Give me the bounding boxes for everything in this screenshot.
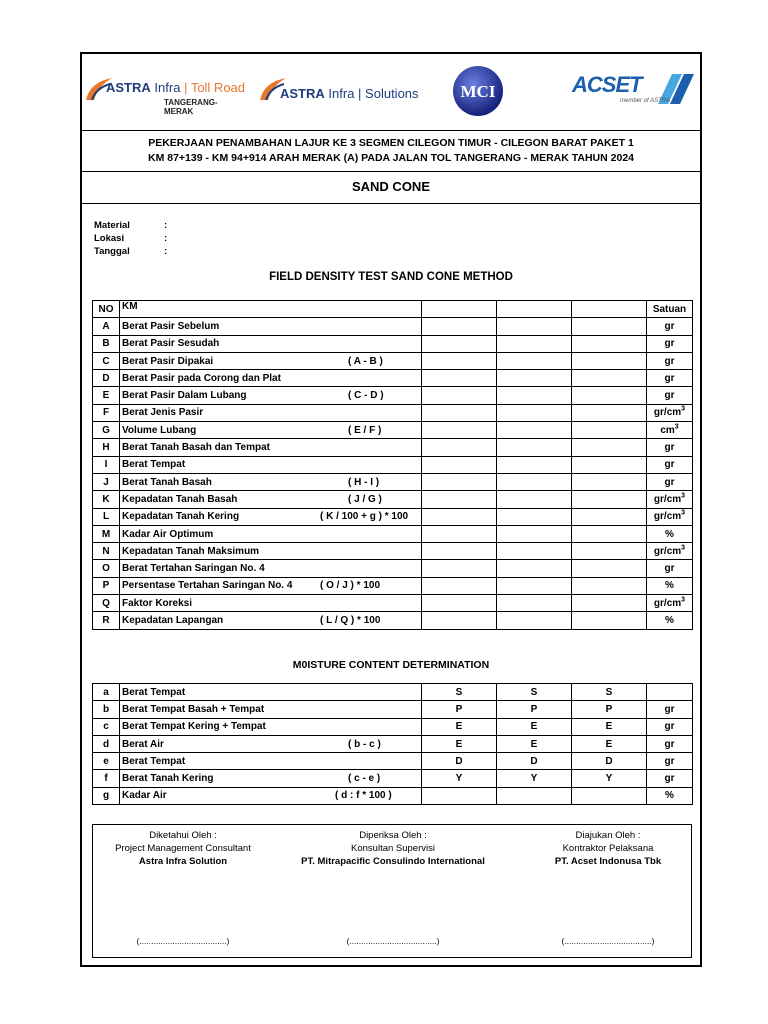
row-label: Berat Air	[122, 738, 164, 750]
signature-role: Diperiksa Oleh :	[359, 830, 427, 841]
divider	[82, 130, 700, 131]
value-input-cell[interactable]	[422, 525, 497, 542]
value-input-cell[interactable]	[572, 473, 647, 490]
row-unit	[647, 543, 693, 560]
row-code: D	[93, 370, 120, 387]
row-code: M	[93, 525, 120, 542]
row-description	[120, 456, 422, 473]
row-unit	[647, 422, 693, 439]
row-label: Berat Jenis Pasir	[122, 407, 204, 419]
value-input-cell[interactable]	[572, 456, 647, 473]
value-input-cell[interactable]	[497, 439, 572, 456]
unit-text: gr	[664, 355, 675, 367]
row-description	[120, 318, 422, 335]
row-label: Kepadatan Tanah Basah	[122, 493, 238, 505]
row-code: B	[93, 335, 120, 352]
moisture-section-title: M0ISTURE CONTENT DETERMINATION	[292, 659, 490, 671]
astra-infra-text: Infra	[328, 86, 355, 101]
unit-superscript: 3	[681, 509, 686, 517]
row-unit	[647, 612, 693, 629]
signature-title: Konsultan Supervisi	[351, 843, 435, 854]
value-input-cell[interactable]	[422, 387, 497, 404]
signature-role: Diketahui Oleh :	[149, 830, 217, 841]
project-header	[82, 136, 700, 166]
table-row	[93, 473, 693, 490]
value-input-cell[interactable]	[497, 404, 572, 421]
table-row	[93, 753, 693, 770]
row-label: Berat Pasir pada Corong dan Plat	[122, 372, 281, 384]
row-code: O	[93, 560, 120, 577]
row-unit	[647, 439, 693, 456]
row-code: I	[93, 456, 120, 473]
table-row	[93, 318, 693, 335]
row-description	[120, 473, 422, 490]
value-input-cell[interactable]	[422, 439, 497, 456]
row-unit	[647, 491, 693, 508]
value-input-cell[interactable]	[497, 508, 572, 525]
row-unit	[647, 335, 693, 352]
table-row	[93, 735, 693, 752]
unit-text: gr/cm	[653, 511, 682, 523]
value-input-cell[interactable]	[572, 595, 647, 612]
value-input-cell[interactable]	[422, 370, 497, 387]
value-input-cell[interactable]: S	[422, 684, 497, 701]
row-description	[120, 422, 422, 439]
unit-text: gr	[664, 338, 675, 350]
signature-org: Astra Infra Solution	[138, 856, 228, 867]
row-label: Berat Pasir Sebelum	[122, 320, 220, 332]
row-formula: ( b - c )	[348, 738, 381, 750]
table-row	[93, 404, 693, 421]
astra-brand-text: ASTRA	[280, 86, 325, 101]
row-code: e	[93, 753, 120, 770]
form-sheet	[80, 52, 702, 967]
table-row	[93, 595, 693, 612]
value-input-cell[interactable]	[422, 404, 497, 421]
row-label: Berat Tanah Kering	[122, 773, 214, 785]
value-input-cell[interactable]: D	[422, 753, 497, 770]
meta-sep: :	[164, 220, 168, 231]
meta-label: Material	[94, 220, 130, 231]
row-unit	[647, 387, 693, 404]
signature-title: Project Management Consultant	[115, 843, 251, 854]
value-input-cell[interactable]	[497, 612, 572, 629]
value-input-cell[interactable]	[572, 387, 647, 404]
row-code: C	[93, 352, 120, 369]
table-row	[93, 543, 693, 560]
signature-line[interactable]: (.....................................)	[136, 936, 230, 946]
project-line-1: PEKERJAAN PENAMBAHAN LAJUR KE 3 SEGMEN CILEGON TIMUR - CILEGON BARAT PAKET 1	[148, 137, 634, 149]
astra-toll-road-logo: ASTRA Infra | Toll Road TANGERANG-MERAK	[84, 72, 244, 116]
row-description	[120, 770, 422, 787]
value-input-cell[interactable]	[422, 335, 497, 352]
svg-text:MCI: MCI	[460, 82, 496, 101]
table-row	[93, 456, 693, 473]
table-row	[93, 787, 693, 804]
value-input-cell[interactable]	[572, 370, 647, 387]
solutions-text: Solutions	[365, 86, 419, 101]
row-description	[120, 352, 422, 369]
unit-text: gr/cm	[653, 407, 682, 419]
row-formula: ( c - e )	[348, 773, 381, 785]
meta-tanggal	[94, 245, 167, 258]
value-input-cell[interactable]: Y	[422, 770, 497, 787]
unit-superscript: 3	[681, 596, 686, 604]
row-description	[120, 508, 422, 525]
table-row	[93, 439, 693, 456]
row-unit: gr	[647, 735, 693, 752]
row-formula: ( E / F )	[348, 424, 382, 436]
value-input-cell[interactable]	[572, 422, 647, 439]
row-code: P	[93, 577, 120, 594]
row-code: H	[93, 439, 120, 456]
value-input-cell[interactable]	[497, 595, 572, 612]
table-row	[93, 422, 693, 439]
value-input-cell[interactable]: Y	[497, 770, 572, 787]
row-description	[120, 684, 422, 701]
value-input-cell[interactable]	[497, 577, 572, 594]
value-input-cell[interactable]: E	[422, 718, 497, 735]
meta-sep: :	[164, 233, 168, 244]
row-code: c	[93, 718, 120, 735]
row-unit	[647, 684, 693, 701]
mci-globe-icon	[450, 64, 506, 118]
row-description	[120, 439, 422, 456]
header-no: NO	[93, 301, 120, 318]
row-label: Berat Tanah Basah	[122, 476, 212, 488]
unit-text: gr	[664, 563, 675, 575]
value-input-cell[interactable]	[497, 525, 572, 542]
acset-text: ACSET	[572, 72, 642, 97]
value-input-cell[interactable]	[422, 595, 497, 612]
table-row	[93, 508, 693, 525]
row-label: Faktor Koreksi	[122, 597, 193, 609]
value-input-cell[interactable]	[497, 560, 572, 577]
meta-label: Lokasi	[94, 233, 125, 244]
value-input-cell[interactable]	[422, 456, 497, 473]
unit-text: gr/cm	[653, 545, 682, 557]
value-input-cell[interactable]: E	[497, 735, 572, 752]
row-label: Berat Tanah Basah dan Tempat	[122, 442, 270, 454]
row-description	[120, 560, 422, 577]
document-title: SAND CONE	[351, 179, 430, 194]
row-formula: ( C - D )	[348, 390, 384, 402]
row-label: Berat Pasir Dipakai	[122, 355, 214, 367]
value-input-cell[interactable]	[572, 787, 647, 804]
value-input-cell[interactable]	[497, 787, 572, 804]
meta-sep: :	[164, 246, 168, 257]
row-label: Persentase Tertahan Saringan No. 4	[122, 580, 293, 592]
row-code: Q	[93, 595, 120, 612]
unit-superscript: 3	[674, 423, 679, 431]
row-code: b	[93, 701, 120, 718]
row-code: G	[93, 422, 120, 439]
row-unit	[647, 577, 693, 594]
row-label: Berat Tempat Basah + Tempat	[122, 703, 265, 715]
value-input-cell[interactable]	[572, 612, 647, 629]
row-label: Kadar Air	[122, 790, 167, 802]
row-description	[120, 735, 422, 752]
test-column-3-header[interactable]	[572, 301, 647, 318]
unit-superscript: 3	[681, 492, 686, 500]
value-input-cell[interactable]	[497, 387, 572, 404]
value-input-cell[interactable]	[422, 318, 497, 335]
value-input-cell[interactable]	[497, 318, 572, 335]
table-row	[93, 335, 693, 352]
value-input-cell[interactable]: P	[422, 701, 497, 718]
row-unit	[647, 473, 693, 490]
row-description	[120, 387, 422, 404]
test-column-2-header[interactable]	[497, 301, 572, 318]
value-input-cell[interactable]: E	[497, 718, 572, 735]
row-unit: gr	[647, 753, 693, 770]
divider	[82, 203, 700, 204]
row-unit	[647, 370, 693, 387]
unit-text: gr	[664, 459, 675, 471]
value-input-cell[interactable]	[572, 508, 647, 525]
row-description	[120, 595, 422, 612]
value-input-cell[interactable]	[422, 508, 497, 525]
value-input-cell[interactable]: D	[497, 753, 572, 770]
row-label: Berat Pasir Sesudah	[122, 338, 220, 350]
row-unit	[647, 318, 693, 335]
row-code: R	[93, 612, 120, 629]
row-label: Kepadatan Lapangan	[122, 614, 224, 626]
signature-org: PT. Mitrapacific Consulindo International	[301, 856, 485, 867]
row-unit	[647, 352, 693, 369]
table-row	[93, 684, 693, 701]
acset-logo	[572, 72, 697, 116]
table-row	[93, 770, 693, 787]
table-row	[93, 370, 693, 387]
row-label: Berat Tempat	[122, 686, 186, 698]
signature-box	[92, 824, 692, 958]
row-code: g	[93, 787, 120, 804]
value-input-cell[interactable]	[572, 352, 647, 369]
row-label: Kepadatan Tanah Maksimum	[122, 545, 260, 557]
value-input-cell[interactable]	[497, 352, 572, 369]
unit-text: gr	[664, 442, 675, 454]
row-description	[120, 525, 422, 542]
value-input-cell[interactable]: Y	[572, 770, 647, 787]
value-input-cell[interactable]	[422, 422, 497, 439]
value-input-cell[interactable]: E	[572, 735, 647, 752]
value-input-cell[interactable]	[572, 404, 647, 421]
row-code: A	[93, 318, 120, 335]
signature-contractor	[523, 829, 693, 946]
value-input-cell[interactable]: S	[497, 684, 572, 701]
value-input-cell[interactable]: D	[572, 753, 647, 770]
signature-title: Kontraktor Pelaksana	[562, 843, 654, 854]
row-label: Berat Tempat	[122, 459, 186, 471]
row-unit: %	[647, 787, 693, 804]
value-input-cell[interactable]	[572, 335, 647, 352]
unit-text: gr	[664, 372, 675, 384]
unit-text: gr/cm	[653, 493, 682, 505]
row-code: d	[93, 735, 120, 752]
value-input-cell[interactable]	[572, 491, 647, 508]
row-code: a	[93, 684, 120, 701]
row-label: Kadar Air Optimum	[122, 528, 214, 540]
signature-role: Diajukan Oleh :	[575, 830, 641, 841]
value-input-cell[interactable]	[572, 577, 647, 594]
value-input-cell[interactable]	[422, 787, 497, 804]
unit-superscript: 3	[681, 406, 686, 414]
table-row	[93, 560, 693, 577]
row-description	[120, 753, 422, 770]
table-row	[93, 387, 693, 404]
row-description	[120, 335, 422, 352]
meta-lokasi	[94, 232, 167, 245]
astra-infra-text: Infra	[154, 80, 181, 95]
astra-brand-text: ASTRA	[106, 80, 151, 95]
value-input-cell[interactable]	[497, 491, 572, 508]
row-description	[120, 718, 422, 735]
value-input-cell[interactable]	[422, 560, 497, 577]
value-input-cell[interactable]: S	[572, 684, 647, 701]
header-unit: Satuan	[647, 301, 693, 318]
value-input-cell[interactable]: E	[572, 718, 647, 735]
table-row	[93, 577, 693, 594]
value-input-cell[interactable]	[497, 473, 572, 490]
signature-org: PT. Acset Indonusa Tbk	[554, 856, 662, 867]
row-code: L	[93, 508, 120, 525]
unit-superscript: 3	[681, 544, 686, 552]
toll-road-text: Toll Road	[190, 80, 246, 95]
row-code: E	[93, 387, 120, 404]
row-description	[120, 577, 422, 594]
acset-sub-text: member of ASTRA	[620, 98, 671, 104]
unit-text: gr	[664, 476, 675, 488]
meta-label: Tanggal	[94, 246, 130, 257]
row-unit	[647, 508, 693, 525]
row-formula: ( d : f * 100 )	[335, 790, 392, 802]
value-input-cell[interactable]	[497, 335, 572, 352]
value-input-cell[interactable]	[422, 612, 497, 629]
value-input-cell[interactable]: P	[572, 701, 647, 718]
meta-block	[94, 219, 167, 258]
signature-line[interactable]: (.....................................)	[346, 936, 440, 946]
table-row	[93, 525, 693, 542]
logo-bar	[82, 54, 700, 132]
row-label: Kepadatan Tanah Kering	[122, 511, 240, 523]
mci-logo	[450, 64, 506, 118]
divider	[82, 171, 700, 172]
table-row	[93, 612, 693, 629]
value-input-cell[interactable]	[422, 473, 497, 490]
value-input-cell[interactable]	[572, 560, 647, 577]
row-description	[120, 612, 422, 629]
table-row	[93, 718, 693, 735]
row-formula: ( H - I )	[348, 476, 380, 488]
table-header-row	[93, 301, 693, 318]
row-code: f	[93, 770, 120, 787]
row-unit	[647, 560, 693, 577]
unit-text: %	[665, 580, 674, 592]
value-input-cell[interactable]	[422, 352, 497, 369]
row-label: Volume Lubang	[122, 424, 197, 436]
density-section-title: FIELD DENSITY TEST SAND CONE METHOD	[269, 271, 513, 283]
value-input-cell[interactable]	[422, 491, 497, 508]
row-formula: ( O / J ) * 100	[320, 580, 381, 592]
value-input-cell[interactable]	[572, 439, 647, 456]
table-row	[93, 352, 693, 369]
value-input-cell[interactable]	[497, 543, 572, 560]
signature-consultant	[93, 829, 273, 946]
value-input-cell[interactable]	[497, 456, 572, 473]
row-label: Berat Tertahan Saringan No. 4	[122, 563, 265, 575]
value-input-cell[interactable]	[572, 525, 647, 542]
row-unit	[647, 456, 693, 473]
row-unit: gr	[647, 701, 693, 718]
table-row	[93, 701, 693, 718]
row-label: Berat Tempat Kering + Tempat	[122, 721, 266, 733]
row-unit	[647, 404, 693, 421]
row-code: J	[93, 473, 120, 490]
signature-line[interactable]: (.....................................)	[561, 936, 655, 946]
value-input-cell[interactable]	[497, 422, 572, 439]
density-table	[92, 300, 693, 630]
signature-supervisor	[293, 829, 493, 946]
meta-material	[94, 219, 167, 232]
row-description	[120, 370, 422, 387]
unit-text: gr	[664, 390, 675, 402]
row-code: N	[93, 543, 120, 560]
value-input-cell[interactable]	[572, 318, 647, 335]
row-description	[120, 543, 422, 560]
row-description	[120, 491, 422, 508]
value-input-cell[interactable]	[422, 543, 497, 560]
row-formula: ( L / Q ) * 100	[320, 614, 381, 626]
astra-solutions-logo: ASTRA Infra | Solutions	[258, 72, 428, 116]
value-input-cell[interactable]	[497, 370, 572, 387]
unit-text: %	[665, 528, 674, 540]
project-line-2: KM 87+139 - KM 94+914 ARAH MERAK (A) PADA JALAN TOL TANGERANG - MERAK TAHUN 2024	[148, 152, 634, 164]
row-unit	[647, 525, 693, 542]
row-unit	[647, 595, 693, 612]
test-column-1-header[interactable]	[422, 301, 497, 318]
row-formula: ( K / 100 + g ) * 100	[320, 511, 409, 523]
row-unit: gr	[647, 770, 693, 787]
row-code: F	[93, 404, 120, 421]
unit-text: cm	[660, 424, 675, 436]
tangerang-merak-text: TANGERANG-MERAK	[164, 98, 218, 116]
row-description	[120, 404, 422, 421]
row-label: Berat Tempat	[122, 755, 186, 767]
table-row	[93, 491, 693, 508]
row-label: Berat Pasir Dalam Lubang	[122, 390, 247, 402]
row-unit: gr	[647, 718, 693, 735]
row-code: K	[93, 491, 120, 508]
row-formula: ( J / G )	[348, 493, 382, 505]
row-formula: ( A - B )	[348, 355, 383, 367]
row-description	[120, 787, 422, 804]
unit-text: gr	[664, 320, 675, 332]
unit-text: gr/cm	[653, 597, 682, 609]
moisture-table	[92, 683, 693, 805]
row-description	[120, 701, 422, 718]
value-input-cell[interactable]: E	[422, 735, 497, 752]
value-input-cell[interactable]	[572, 543, 647, 560]
value-input-cell[interactable]: P	[497, 701, 572, 718]
header-km: KM	[120, 301, 422, 318]
unit-text: %	[665, 614, 674, 626]
value-input-cell[interactable]	[422, 577, 497, 594]
